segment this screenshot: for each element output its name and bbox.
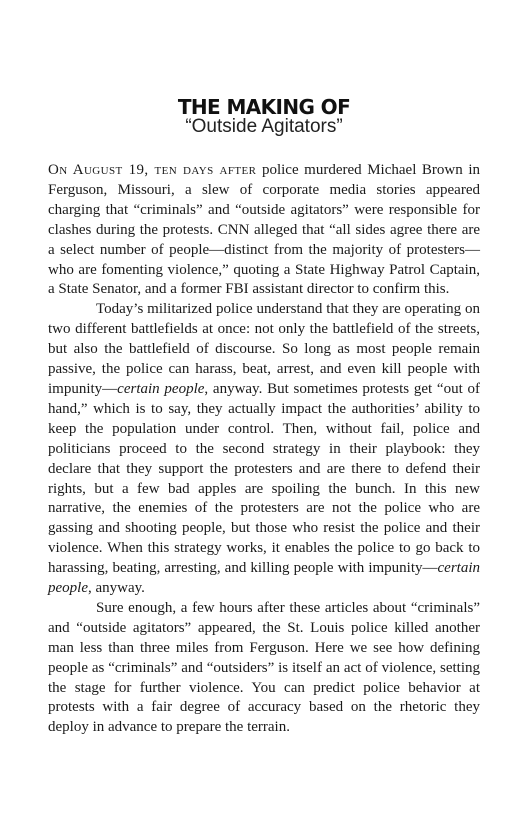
emphasis-certain-people: certain people <box>48 560 480 597</box>
chapter-title-main: THE MAKING OF <box>177 95 351 119</box>
paragraph-2 <box>48 300 480 599</box>
paragraph-2-text-c: , anyway. <box>87 580 145 597</box>
chapter-title <box>0 96 528 137</box>
paragraph-1-text: police murdered Michael Brown in Ferguson, Missouri, a slew of corporate media stories appeared charging that “criminals” and “outside agitators” were responsible for clashes during the protests. CNN alleged that “all sides agree there are a select number of people—distinct from the majority of protesters—who are fomenting violence,” quoting a State Highway Patrol Captain, a State Senator, and a former FBI assistant director to confirm this. <box>48 162 480 298</box>
chapter-body <box>48 161 480 738</box>
paragraph-3-text: Sure enough, a few hours after these articles about “criminals” and “outside agitators” appeared, the St. Louis police killed another man less than three miles from Ferguson. Here we see how defining people as “criminals” and “outsiders” is itself an act of violence, setting the stage for further violence. You can predict police behavior at protests with a fair degree of accuracy based on the rhetoric they deploy in advance to prepare the terrain. <box>48 599 480 736</box>
emphasis-certain-people: certain people <box>117 380 205 397</box>
paragraph-1 <box>48 161 480 300</box>
paragraph-3 <box>48 599 480 738</box>
chapter-title-subtitle: “Outside Agitators” <box>185 116 343 137</box>
paragraph-2-text-b: , anyway. But sometimes protests get “out of hand,” which is to say, they actually impact the authorities’ ability to keep the population under control. Then, without fail, police and politicians proceed to the second strategy in their playbook: they declare that they support the protesters and are there to defend their rights, but a few bad apples are spoiling the bunch. In this new narrative, the enemies of the protesters are not the police who are gassing and shooting people, but those who resist the police and their violence. When this strategy works, it enables the police to go back to harassing, beating, arresting, and killing people with impunity— <box>48 380 480 577</box>
paragraph-2-text-a: Today’s militarized police understand that they are operating on two different battlefields at once: not only the battlefield of the streets, but also the battlefield of discourse. So long as most people remain passive, the police can harass, beat, arrest, and even kill people with impunity— <box>48 301 480 397</box>
lead-in-smallcaps: On August 19, ten days after <box>48 162 257 178</box>
